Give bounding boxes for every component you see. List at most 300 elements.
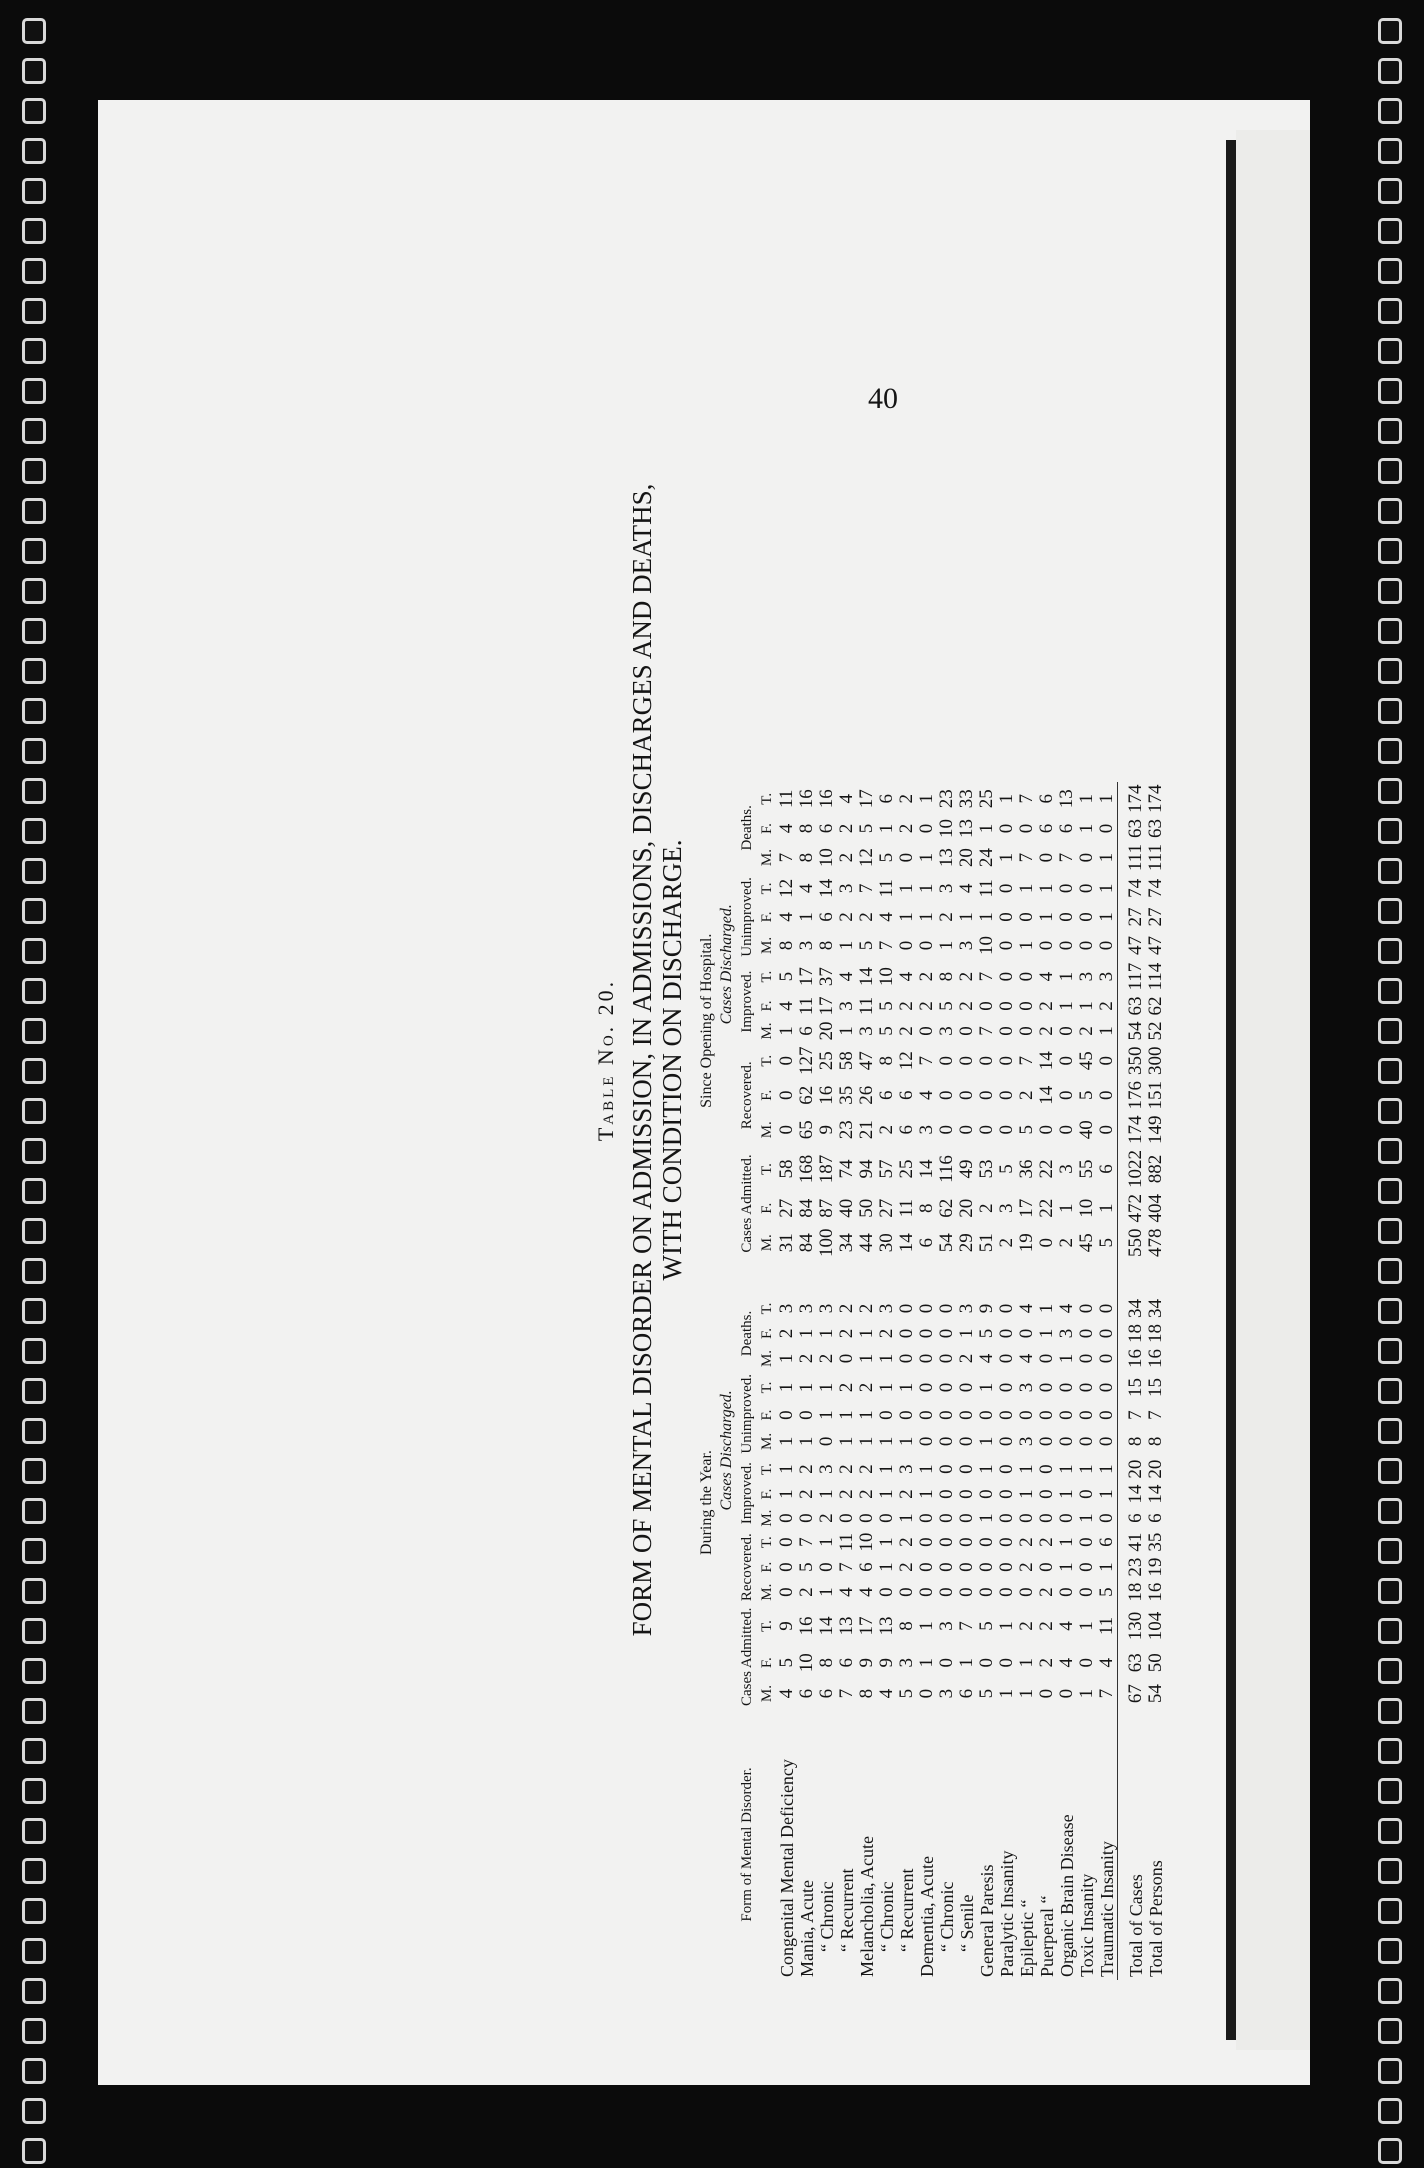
hospital-cell: 21 — [856, 1120, 877, 1140]
sprocket-hole — [22, 498, 46, 524]
hospital-cell: 14 — [916, 1159, 937, 1179]
sprocket-hole — [1378, 1098, 1402, 1124]
year-cell: 14 — [1125, 1484, 1146, 1504]
year-cell: 7 — [1096, 1688, 1117, 1699]
year-cell: 4 — [1096, 1657, 1117, 1668]
year-cell: 0 — [1036, 1464, 1057, 1474]
hospital-cell: 2 — [896, 794, 917, 804]
year-cell: 8 — [1145, 1436, 1166, 1447]
period-hospital-heading: Since Opening of Hospital. — [698, 933, 715, 1108]
sprocket-hole — [22, 738, 46, 764]
spacer — [737, 1260, 757, 1296]
year-cell: 4 — [876, 1688, 897, 1699]
sprocket-hole — [1378, 538, 1402, 564]
spacer — [1077, 1260, 1097, 1296]
year-cell: 0 — [936, 1464, 957, 1474]
year-cell: 0 — [916, 1328, 937, 1339]
year-cell: 1 — [876, 1382, 897, 1393]
hospital-cell: 0 — [936, 1125, 957, 1135]
year-cell: 0 — [776, 1537, 797, 1547]
year-cell: 1 — [1096, 1464, 1117, 1474]
hospital-cell: 174 — [1145, 784, 1166, 814]
year-cell: 0 — [996, 1562, 1017, 1572]
sprocket-hole — [22, 1858, 46, 1884]
sprocket-hole — [1378, 818, 1402, 844]
sprocket-hole — [1378, 378, 1402, 404]
year-cell: 6 — [1145, 1513, 1166, 1523]
hospital-cell: 2 — [896, 1026, 917, 1036]
year-cell: 0 — [996, 1303, 1017, 1314]
hospital-cell: 1 — [1076, 1001, 1097, 1011]
hospital-recovered-header: Recovered. — [739, 1061, 755, 1130]
t-subheader: T. — [759, 792, 775, 805]
hospital-admitted-header: Cases Admitted. — [739, 1154, 755, 1253]
year-cell: 0 — [1056, 1410, 1077, 1420]
hospital-cell: 23 — [836, 1120, 857, 1140]
year-cell: 7 — [796, 1537, 817, 1547]
sprocket-hole — [1378, 618, 1402, 644]
year-cell: 0 — [1036, 1410, 1057, 1420]
year-cell: 7 — [836, 1562, 857, 1572]
year-cell: 0 — [976, 1587, 997, 1597]
hospital-cell: 3 — [996, 1203, 1017, 1213]
form-of-disorder-header: Form of Mental Disorder. — [739, 1767, 755, 1922]
hospital-cell: 2 — [996, 1238, 1017, 1248]
hospital-cell: 5 — [876, 1001, 897, 1011]
year-cell: 0 — [896, 1303, 917, 1314]
sprocket-hole — [1378, 1018, 1402, 1044]
hospital-cell: 6 — [796, 1026, 817, 1036]
hospital-cell: 100 — [816, 1228, 837, 1257]
hospital-cell: 1 — [796, 912, 817, 922]
year-cell: 1 — [1076, 1688, 1097, 1699]
sprocket-hole — [1378, 298, 1402, 324]
hospital-cell: 27 — [876, 1198, 897, 1218]
year-cell: 0 — [916, 1587, 937, 1597]
table-heading-line2: WITH CONDITION ON DISCHARGE. — [657, 839, 687, 1281]
hospital-cell: 0 — [916, 940, 937, 951]
hospital-cell: 0 — [1076, 940, 1097, 951]
hospital-cell: 24 — [976, 848, 997, 868]
year-cell: 1 — [776, 1353, 797, 1364]
year-cell: 2 — [856, 1464, 877, 1474]
hospital-cell: 62 — [936, 1198, 957, 1218]
hospital-cell: 0 — [1076, 852, 1097, 863]
hospital-cell: 3 — [796, 940, 817, 951]
year-cell: 1 — [1096, 1489, 1117, 1499]
hospital-improved-header: Improved. — [739, 970, 755, 1033]
table-row — [1077, 782, 1097, 1980]
sprocket-hole — [1378, 1498, 1402, 1524]
year-cell: 3 — [956, 1303, 977, 1314]
hospital-cell: 20 — [956, 1198, 977, 1218]
hospital-cell: 0 — [916, 823, 937, 834]
sprocket-hole — [22, 378, 46, 404]
hospital-cell: 30 — [876, 1233, 897, 1253]
year-cell: 0 — [876, 1410, 897, 1420]
hospital-cell: 2 — [936, 912, 957, 922]
row-label: Puerperal “ — [1037, 1895, 1057, 1977]
year-cell: 3 — [796, 1303, 817, 1314]
year-cell: 0 — [956, 1410, 977, 1420]
year-cell: 8 — [1125, 1436, 1146, 1447]
hospital-cell: 84 — [796, 1233, 817, 1253]
hospital-cell: 62 — [1145, 996, 1166, 1016]
hospital-cell: 25 — [976, 789, 997, 809]
hospital-cell: 14 — [1036, 1051, 1057, 1071]
sprocket-hole — [22, 658, 46, 684]
hospital-cell: 6 — [896, 1090, 917, 1100]
sprocket-hole — [22, 1978, 46, 2004]
hospital-cell: 11 — [796, 996, 817, 1016]
year-cell: 1 — [896, 1382, 917, 1393]
hospital-cell: 1 — [916, 852, 937, 863]
year-cell: 0 — [916, 1537, 937, 1547]
year-cell: 0 — [936, 1410, 957, 1420]
f-subheader: F. — [759, 1409, 775, 1421]
year-cell: 4 — [776, 1688, 797, 1699]
year-cell: 6 — [856, 1562, 877, 1572]
year-cell: 0 — [996, 1464, 1017, 1474]
hospital-cell: 1 — [1096, 1203, 1117, 1213]
year-cell: 0 — [1076, 1562, 1097, 1572]
year-cell: 1 — [836, 1410, 857, 1420]
year-cell: 3 — [776, 1303, 797, 1314]
year-cell: 0 — [856, 1513, 877, 1523]
hospital-cell: 6 — [1096, 1164, 1117, 1174]
hospital-cell: 58 — [836, 1051, 857, 1071]
year-cell: 0 — [936, 1657, 957, 1668]
hospital-cell: 8 — [816, 940, 837, 951]
year-cell: 4 — [1056, 1621, 1077, 1631]
year-cell: 3 — [936, 1621, 957, 1631]
hospital-cell: 4 — [776, 1001, 797, 1011]
year-cell: 0 — [996, 1328, 1017, 1339]
year-cell: 0 — [996, 1657, 1017, 1668]
table-row — [1097, 782, 1118, 1980]
sprocket-hole — [22, 1738, 46, 1764]
year-cell: 1 — [976, 1513, 997, 1523]
sprocket-hole — [22, 2058, 46, 2084]
year-cell: 0 — [876, 1513, 897, 1523]
year-cell: 1 — [856, 1328, 877, 1339]
f-subheader: F. — [759, 1328, 775, 1339]
hospital-cell: 10 — [1076, 1198, 1097, 1218]
year-cell: 0 — [956, 1489, 977, 1499]
year-cell: 0 — [956, 1562, 977, 1572]
hospital-cell: 2 — [956, 1001, 977, 1011]
sprocket-hole — [22, 1218, 46, 1244]
year-cell: 9 — [976, 1303, 997, 1314]
year-cell: 0 — [996, 1382, 1017, 1393]
hospital-cell: 1 — [1096, 883, 1117, 894]
year-cell: 1 — [896, 1513, 917, 1523]
table-row — [1057, 782, 1077, 1980]
hospital-cell: 6 — [876, 1090, 897, 1100]
hospital-cell: 2 — [856, 912, 877, 922]
year-cell: 0 — [956, 1587, 977, 1597]
hospital-cell: 2 — [836, 823, 857, 834]
m-subheader: M. — [759, 1234, 775, 1252]
hospital-cell: 0 — [996, 1056, 1017, 1066]
hospital-cell: 11 — [876, 879, 897, 898]
year-cell: 1 — [856, 1353, 877, 1364]
hospital-cell: 25 — [816, 1051, 837, 1071]
year-cell: 1 — [976, 1436, 997, 1447]
hospital-cell: 5 — [936, 1001, 957, 1011]
year-cell: 10 — [796, 1653, 817, 1673]
sprocket-hole — [22, 1778, 46, 1804]
hospital-cell: 1 — [1096, 852, 1117, 863]
hospital-cell: 0 — [1076, 883, 1097, 894]
sprocket-hole — [22, 818, 46, 844]
hospital-cell: 1 — [1076, 823, 1097, 834]
year-cell: 1 — [816, 1489, 837, 1499]
year-cell: 3 — [1016, 1382, 1037, 1393]
sprocket-hole — [22, 618, 46, 644]
sprocket-hole — [1378, 1938, 1402, 1964]
hospital-cell: 17 — [856, 789, 877, 809]
sprocket-hole — [22, 1018, 46, 1044]
hospital-cell: 44 — [856, 1233, 877, 1253]
sprocket-hole — [1378, 1818, 1402, 1844]
sprocket-hole — [22, 778, 46, 804]
t-subheader: T. — [759, 1463, 775, 1475]
hospital-cell: 2 — [1036, 1001, 1057, 1011]
year-cell: 0 — [916, 1513, 937, 1523]
hospital-cell: 7 — [776, 852, 797, 863]
year-cell: 16 — [1145, 1582, 1166, 1602]
hospital-cell: 174 — [1125, 784, 1146, 814]
year-cell: 1 — [1056, 1464, 1077, 1474]
hospital-cell: 4 — [956, 883, 977, 894]
hospital-cell: 4 — [836, 794, 857, 804]
year-cell: 0 — [996, 1489, 1017, 1499]
hospital-cell: 23 — [936, 789, 957, 809]
sprocket-hole — [22, 1938, 46, 1964]
year-cell: 2 — [776, 1328, 797, 1339]
year-cell: 0 — [1056, 1688, 1077, 1699]
spacer — [1037, 1260, 1057, 1296]
year-cell: 5 — [976, 1328, 997, 1339]
year-cell: 0 — [816, 1562, 837, 1572]
hospital-cell: 0 — [996, 940, 1017, 951]
year-cell: 34 — [1145, 1299, 1166, 1318]
hospital-cell: 4 — [776, 823, 797, 834]
year-cell: 3 — [816, 1464, 837, 1474]
year-cell: 0 — [896, 1587, 917, 1597]
year-cell: 0 — [1096, 1382, 1117, 1393]
cases-discharged-hospital: Cases Discharged. — [718, 904, 735, 1025]
hospital-cell: 2 — [896, 1001, 917, 1011]
sprocket-hole — [22, 1178, 46, 1204]
year-cell: 0 — [1016, 1513, 1037, 1523]
year-cell: 1 — [876, 1537, 897, 1547]
year-cell: 54 — [1145, 1684, 1166, 1704]
hospital-cell: 4 — [836, 971, 857, 982]
sprocket-hole — [22, 898, 46, 924]
hospital-cell: 2 — [896, 823, 917, 834]
year-cell: 0 — [956, 1537, 977, 1547]
year-cell: 0 — [1056, 1513, 1077, 1523]
year-cell: 2 — [856, 1382, 877, 1393]
year-cell: 0 — [1076, 1303, 1097, 1314]
sprocket-hole — [22, 418, 46, 444]
hospital-cell: 472 — [1125, 1194, 1146, 1223]
hospital-cell: 34 — [836, 1233, 857, 1253]
m-subheader: M. — [759, 1685, 775, 1703]
year-cell: 3 — [936, 1688, 957, 1699]
hospital-cell: 12 — [856, 848, 877, 868]
t-subheader: T. — [759, 1163, 775, 1175]
hospital-cell: 1 — [996, 852, 1017, 863]
hospital-cell: 8 — [876, 1056, 897, 1066]
year-cell: 0 — [956, 1436, 977, 1447]
year-cell: 1 — [1076, 1513, 1097, 1523]
hospital-cell: 882 — [1145, 1154, 1166, 1184]
year-cell: 2 — [896, 1537, 917, 1547]
hospital-cell: 2 — [1096, 1001, 1117, 1011]
hospital-cell: 6 — [816, 823, 837, 834]
year-cell: 1 — [996, 1621, 1017, 1631]
sprocket-hole — [22, 1298, 46, 1324]
hospital-cell: 2 — [956, 971, 977, 982]
year-cell: 13 — [876, 1616, 897, 1636]
year-cell: 1 — [1016, 1464, 1037, 1474]
year-cell: 0 — [1036, 1489, 1057, 1499]
year-cell: 2 — [1036, 1587, 1057, 1597]
table-row — [957, 782, 977, 1980]
year-cell: 0 — [1036, 1436, 1057, 1447]
sprocket-hole — [22, 538, 46, 564]
sprocket-hole — [22, 1058, 46, 1084]
year-cell: 1 — [776, 1382, 797, 1393]
year-cell: 18 — [1145, 1324, 1166, 1343]
year-cell: 2 — [956, 1353, 977, 1364]
year-cell: 0 — [1076, 1382, 1097, 1393]
sprocket-hole — [22, 338, 46, 364]
sprocket-hole — [1378, 1178, 1402, 1204]
hospital-cell: 2 — [836, 852, 857, 863]
year-cell: 1 — [916, 1621, 937, 1631]
cases-discharged-year: Cases Discharged. — [718, 1390, 735, 1511]
hospital-cell: 2 — [916, 971, 937, 982]
m-subheader: M. — [759, 1509, 775, 1527]
table-row — [897, 782, 917, 1980]
table-row — [817, 782, 837, 1980]
hospital-cell: 1 — [976, 823, 997, 834]
year-cell: 1 — [876, 1436, 897, 1447]
year-cell: 0 — [916, 1688, 937, 1699]
page-number: 40 — [868, 382, 898, 415]
year-cell: 2 — [836, 1328, 857, 1339]
year-cell: 1 — [856, 1410, 877, 1420]
hospital-cell: 9 — [816, 1125, 837, 1135]
year-cell: 0 — [1036, 1353, 1057, 1364]
hospital-cell: 1 — [1016, 940, 1037, 951]
hospital-cell: 7 — [1016, 1056, 1037, 1066]
hospital-cell: 0 — [1096, 823, 1117, 834]
hospital-cell: 63 — [1125, 996, 1146, 1016]
hospital-cell: 17 — [796, 967, 817, 987]
t-subheader: T. — [759, 882, 775, 895]
hospital-cell: 8 — [936, 971, 957, 982]
year-cell: 0 — [1036, 1688, 1057, 1699]
year-cell: 0 — [796, 1513, 817, 1523]
m-subheader: M. — [759, 1349, 775, 1368]
sprocket-hole — [1378, 2138, 1402, 2164]
year-cell: 0 — [876, 1587, 897, 1597]
hospital-cell: 0 — [896, 940, 917, 951]
hospital-cell: 0 — [1036, 1238, 1057, 1248]
hospital-cell: 47 — [1145, 935, 1166, 955]
hospital-cell: 168 — [796, 1154, 817, 1184]
hospital-cell: 1 — [1096, 912, 1117, 922]
sprocket-hole — [1378, 338, 1402, 364]
hospital-cell: 0 — [976, 1056, 997, 1066]
f-subheader: F. — [759, 1488, 775, 1500]
hospital-cell: 0 — [1056, 883, 1077, 894]
year-cell: 0 — [1056, 1587, 1077, 1597]
hospital-cell: 5 — [1016, 1125, 1037, 1135]
year-cell: 2 — [876, 1328, 897, 1339]
hospital-cell: 10 — [816, 848, 837, 868]
year-cell: 1 — [996, 1688, 1017, 1699]
row-label: “ Recurrent — [897, 1868, 917, 1952]
hospital-cell: 8 — [796, 823, 817, 834]
hospital-cell: 0 — [956, 1056, 977, 1066]
hospital-cell: 0 — [996, 1090, 1017, 1100]
sprocket-hole — [22, 978, 46, 1004]
year-cell: 0 — [896, 1410, 917, 1420]
year-cell: 14 — [1145, 1484, 1166, 1504]
year-cell: 16 — [1145, 1349, 1166, 1368]
hospital-cell: 4 — [776, 912, 797, 922]
hospital-cell: 1 — [1096, 794, 1117, 804]
year-cell: 9 — [856, 1657, 877, 1668]
spacer — [937, 1260, 957, 1296]
year-cell: 0 — [1036, 1513, 1057, 1523]
sprocket-hole — [22, 1418, 46, 1444]
hospital-cell: 58 — [776, 1159, 797, 1179]
hospital-cell: 1022 — [1125, 1150, 1146, 1188]
hospital-cell: 0 — [936, 1090, 957, 1100]
sprocket-hole — [1378, 1778, 1402, 1804]
hospital-cell: 16 — [796, 789, 817, 809]
hospital-cell: 0 — [1016, 1001, 1037, 1011]
hospital-cell: 2 — [1076, 1026, 1097, 1036]
hospital-cell: 0 — [776, 1056, 797, 1066]
sprocket-hole — [1378, 938, 1402, 964]
spacer — [997, 1260, 1017, 1296]
hospital-cell: 1 — [896, 912, 917, 922]
sprocket-hole — [22, 1578, 46, 1604]
f-subheader: F. — [759, 1089, 775, 1101]
year-cell: 1 — [776, 1436, 797, 1447]
hospital-cell: 0 — [956, 1090, 977, 1100]
row-label: “ Chronic — [817, 1881, 837, 1952]
hospital-cell: 27 — [1145, 907, 1166, 927]
hospital-cell: 1 — [976, 912, 997, 922]
m-subheader: M. — [759, 1022, 775, 1040]
sprocket-hole — [1378, 58, 1402, 84]
table-row — [937, 782, 957, 1980]
row-label: Dementia, Acute — [917, 1856, 937, 1977]
hospital-cell: 8 — [916, 1203, 937, 1213]
sprocket-hole — [1378, 1298, 1402, 1324]
hospital-cell: 6 — [816, 912, 837, 922]
sprocket-hole — [1378, 1138, 1402, 1164]
